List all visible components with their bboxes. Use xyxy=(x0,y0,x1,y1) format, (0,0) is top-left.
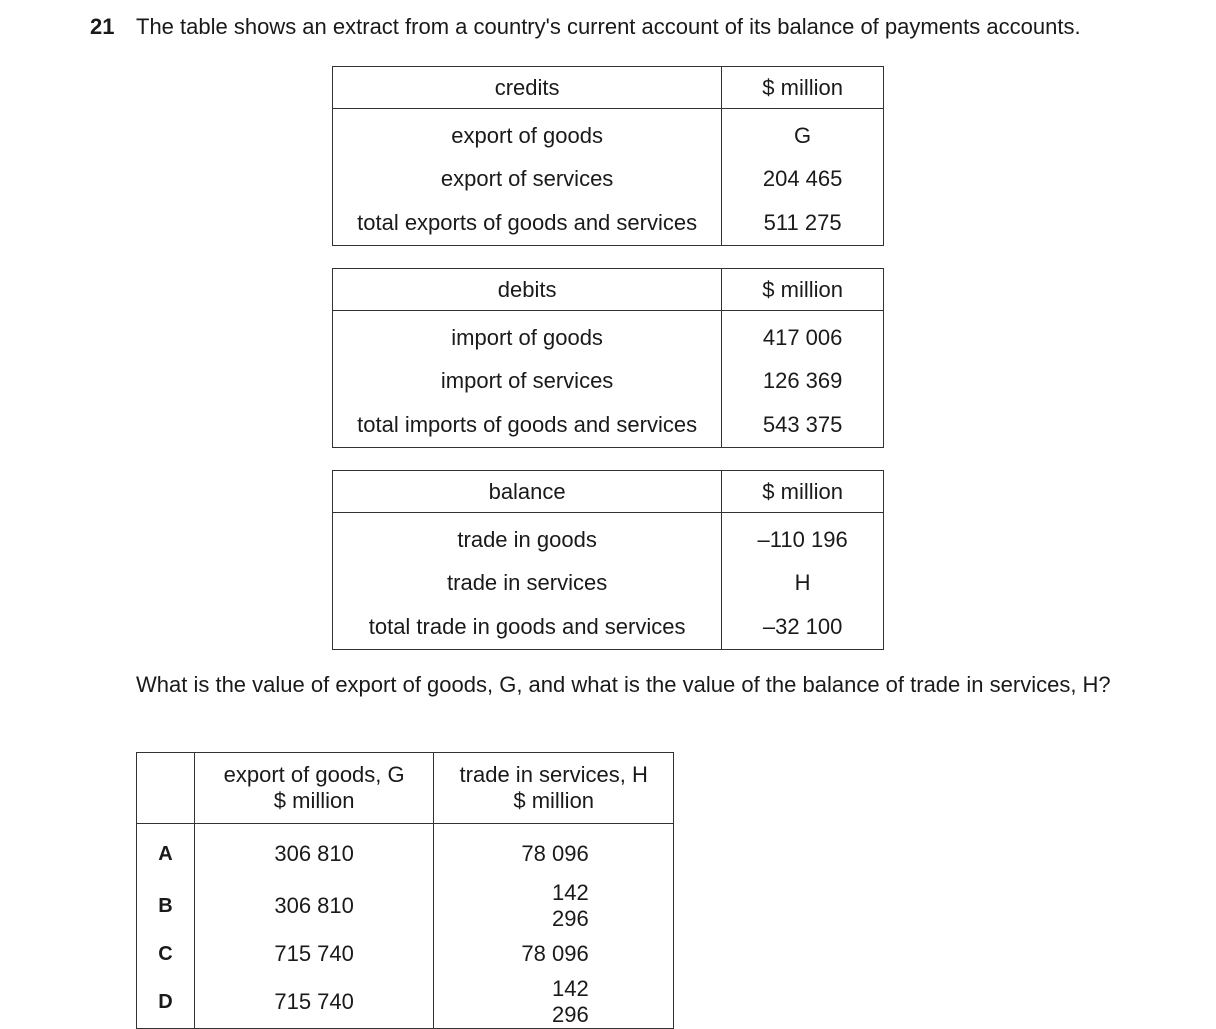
row-value: 417 006 xyxy=(722,311,884,360)
debits-table xyxy=(332,268,884,448)
row-label: import of services xyxy=(333,359,722,403)
table-row xyxy=(333,201,884,246)
question-stem: The table shows an extract from a country's current account of its balance of payments accounts. xyxy=(136,14,1081,39)
option-row-c[interactable] xyxy=(137,932,674,976)
option-row-a[interactable] xyxy=(137,824,674,881)
table-row xyxy=(333,513,884,562)
option-letter[interactable]: D xyxy=(137,976,195,1029)
table-row xyxy=(333,359,884,403)
table-row xyxy=(333,157,884,201)
table-header-row xyxy=(333,67,884,109)
question-prompt: What is the value of export of goods, G, and what is the value of the balance of trade in services, H? xyxy=(136,672,1111,697)
option-letter[interactable]: C xyxy=(137,932,195,976)
row-label: export of goods xyxy=(333,109,722,158)
option-g-value: 715 740 xyxy=(194,976,434,1029)
row-value: 126 369 xyxy=(722,359,884,403)
option-row-b[interactable] xyxy=(137,880,674,932)
question-number: 21 xyxy=(90,14,115,39)
credits-table xyxy=(332,66,884,246)
option-g-value: 715 740 xyxy=(194,932,434,976)
table-row xyxy=(333,311,884,360)
header-line: export of goods, G xyxy=(223,762,405,787)
header-line: trade in services, H xyxy=(459,762,648,787)
row-label: import of goods xyxy=(333,311,722,360)
option-g-value: 306 810 xyxy=(194,880,434,932)
table-row xyxy=(333,605,884,650)
option-h-cell xyxy=(434,880,674,932)
row-value: G xyxy=(722,109,884,158)
option-h-value: 78 096 xyxy=(521,841,589,866)
row-value: 204 465 xyxy=(722,157,884,201)
table-row xyxy=(333,109,884,158)
table-header-row xyxy=(333,471,884,513)
row-label: total exports of goods and services xyxy=(333,201,722,246)
option-h-cell xyxy=(434,976,674,1029)
header-cell-unit: $ million xyxy=(722,269,884,311)
header-cell-label: balance xyxy=(333,471,722,513)
row-value: 543 375 xyxy=(722,403,884,448)
option-h-cell xyxy=(434,824,674,881)
option-row-d[interactable] xyxy=(137,976,674,1029)
header-cell-trade-services xyxy=(434,753,674,824)
header-cell-unit: $ million xyxy=(722,67,884,109)
option-h-value: 142 296 xyxy=(551,880,589,931)
option-h-cell xyxy=(434,932,674,976)
option-letter[interactable]: B xyxy=(137,880,195,932)
header-cell-label: credits xyxy=(333,67,722,109)
row-label: trade in goods xyxy=(333,513,722,562)
table-header-row xyxy=(137,753,674,824)
row-value: 511 275 xyxy=(722,201,884,246)
balance-table xyxy=(332,470,884,650)
row-label: export of services xyxy=(333,157,722,201)
header-cell-unit: $ million xyxy=(722,471,884,513)
header-cell-export-goods xyxy=(194,753,434,824)
header-line: $ million xyxy=(513,788,595,813)
option-h-value: 78 096 xyxy=(521,941,589,966)
row-value: H xyxy=(722,561,884,605)
answer-options-table xyxy=(136,752,674,1029)
option-g-value: 306 810 xyxy=(194,824,434,881)
row-label: total imports of goods and services xyxy=(333,403,722,448)
row-value: –32 100 xyxy=(722,605,884,650)
header-cell-blank xyxy=(137,753,195,824)
table-row xyxy=(333,403,884,448)
header-line: $ million xyxy=(273,788,355,813)
option-h-value: 142 296 xyxy=(551,976,589,1027)
header-cell-label: debits xyxy=(333,269,722,311)
table-header-row xyxy=(333,269,884,311)
table-row xyxy=(333,561,884,605)
row-label: total trade in goods and services xyxy=(333,605,722,650)
option-letter[interactable]: A xyxy=(137,824,195,881)
row-label: trade in services xyxy=(333,561,722,605)
row-value: –110 196 xyxy=(722,513,884,562)
